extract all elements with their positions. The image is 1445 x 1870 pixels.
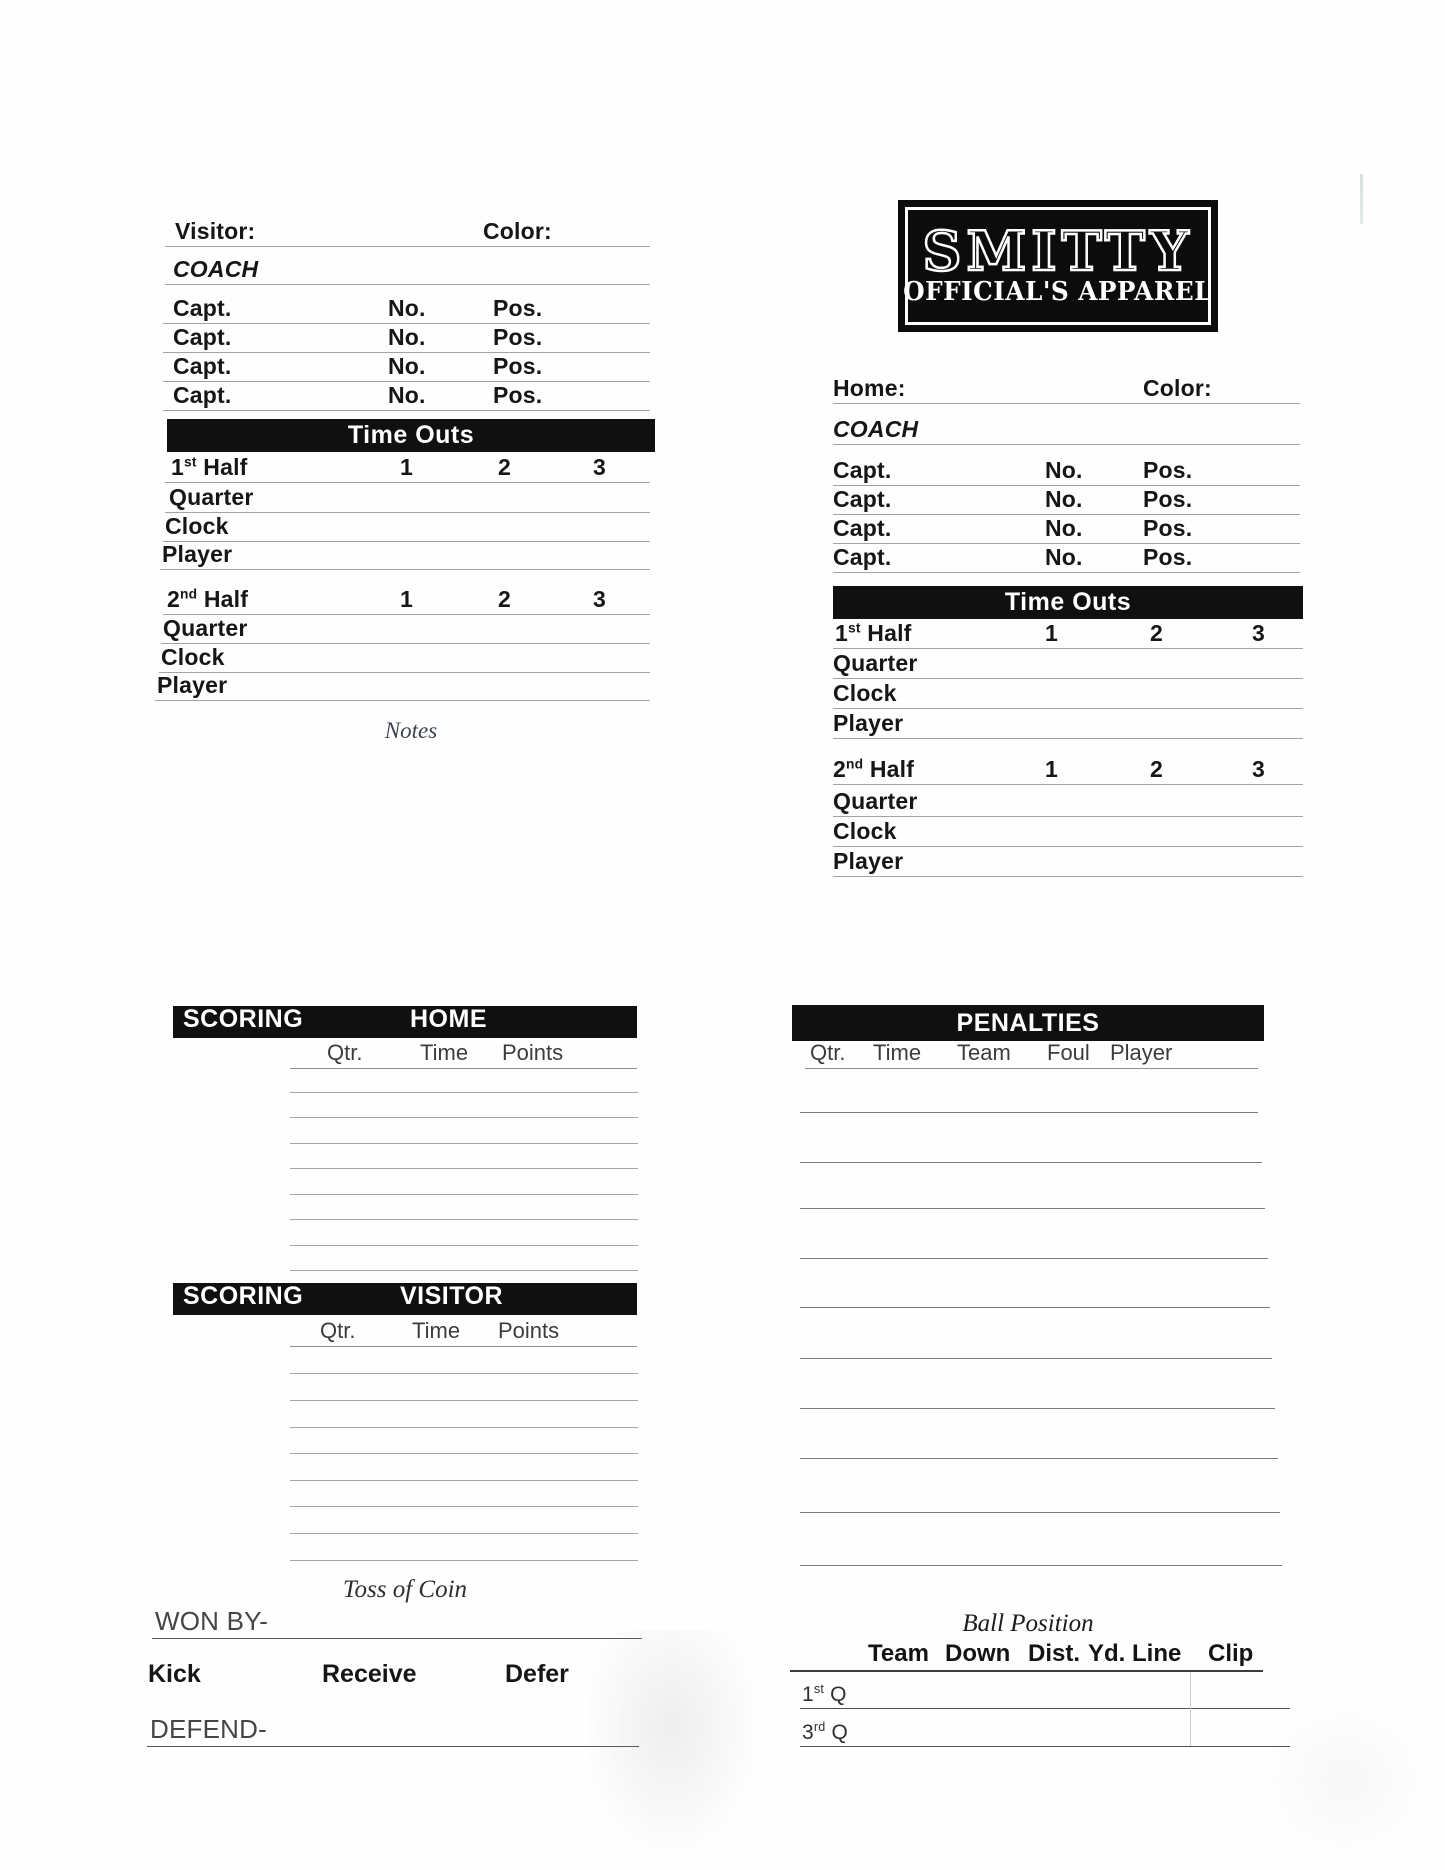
player-label: Player <box>157 672 228 698</box>
pos-label: Pos. <box>1143 486 1193 512</box>
pos-label: Pos. <box>1143 515 1193 541</box>
won-by-label: WON BY- <box>155 1606 269 1636</box>
home-clock-field <box>833 681 1303 709</box>
scoring-home-header <box>173 1006 637 1038</box>
penalties-header <box>792 1005 1264 1041</box>
clock-label: Clock <box>161 644 225 670</box>
ruled-line <box>290 1453 638 1454</box>
player-label: Player <box>162 541 233 567</box>
timeout-col-1: 1 <box>400 454 413 480</box>
home-clock-field <box>833 819 1303 847</box>
pos-label: Pos. <box>493 324 543 350</box>
quarter-label: Quarter <box>169 484 254 510</box>
pos-label: Pos. <box>493 382 543 408</box>
visitor-clock-field <box>163 514 650 542</box>
timeout-col-2: 2 <box>1150 620 1163 646</box>
pos-label: Pos. <box>493 353 543 379</box>
ruled-line <box>800 1458 1278 1459</box>
visitor-captain-row <box>163 352 650 382</box>
ruled-line <box>290 1427 638 1428</box>
ruled-line <box>800 1408 1275 1409</box>
quarter-label: Quarter <box>163 615 248 641</box>
ruled-line <box>290 1092 638 1093</box>
no-label: No. <box>388 382 426 408</box>
capt-label: Capt. <box>173 353 232 379</box>
smitty-logo-inner <box>905 207 1211 325</box>
visitor-captain-row <box>163 323 650 353</box>
ruled-line <box>800 1565 1282 1566</box>
clip-column-divider <box>1190 1672 1191 1746</box>
logo-tagline-text: OFFICIAL'S APPAREL <box>903 277 1213 308</box>
ruled-line <box>290 1373 638 1374</box>
coach-label: COACH <box>833 416 919 442</box>
visitor-color-label: Color: <box>483 218 552 244</box>
home-name-field <box>833 369 1300 404</box>
won-by-field <box>152 1604 642 1639</box>
time-column-label: Time <box>412 1318 461 1343</box>
first-quarter-ball-row <box>800 1678 1290 1709</box>
scoring-home-columns <box>290 1040 637 1069</box>
logo-brand-text: SMITTY <box>922 219 1194 284</box>
no-label: No. <box>388 324 426 350</box>
ruled-line <box>800 1307 1270 1308</box>
second-half-label: 2nd Half <box>833 756 915 782</box>
timeout-col-2: 2 <box>1150 756 1163 782</box>
visitor-quarter-field <box>161 616 650 644</box>
time-column-label: Time <box>873 1040 922 1065</box>
home-second-half-row <box>833 757 1303 785</box>
ruled-line <box>800 1208 1265 1209</box>
toss-options-row <box>148 1660 640 1692</box>
no-label: No. <box>1045 486 1083 512</box>
home-player-field <box>833 849 1303 877</box>
timeout-col-2: 2 <box>498 586 511 612</box>
timeouts-title: Time Outs <box>347 421 475 449</box>
home-captain-row <box>833 456 1300 486</box>
scoring-home-label: HOME <box>410 1005 487 1033</box>
home-timeouts-header <box>833 586 1303 619</box>
ruled-line <box>290 1245 638 1246</box>
player-label: Player <box>833 710 904 736</box>
home-quarter-field <box>833 651 1303 679</box>
ruled-line <box>290 1168 638 1169</box>
capt-label: Capt. <box>833 457 892 483</box>
qtr-column-label: Qtr. <box>320 1318 356 1343</box>
dist-column-label: Dist. <box>1028 1640 1081 1667</box>
defend-field <box>147 1712 639 1747</box>
player-column-label: Player <box>1110 1040 1173 1065</box>
smitty-logo <box>898 200 1218 332</box>
capt-label: Capt. <box>173 382 232 408</box>
ruled-line <box>290 1219 638 1220</box>
scoring-visitor-label: VISITOR <box>400 1282 504 1310</box>
timeouts-title: Time Outs <box>1004 588 1132 616</box>
qtr-column-label: Qtr. <box>327 1040 363 1065</box>
ruled-line <box>290 1506 638 1507</box>
pos-label: Pos. <box>1143 544 1193 570</box>
third-quarter-ball-row <box>800 1715 1290 1747</box>
visitor-label: Visitor: <box>175 218 256 244</box>
ruled-line <box>290 1400 638 1401</box>
visitor-second-half-row <box>163 587 650 615</box>
home-label: Home: <box>833 375 906 401</box>
capt-label: Capt. <box>173 295 232 321</box>
home-player-field <box>833 711 1303 739</box>
visitor-player-field <box>155 673 650 701</box>
scoring-title: SCORING <box>183 1005 304 1033</box>
points-column-label: Points <box>498 1318 560 1343</box>
no-label: No. <box>388 295 426 321</box>
scoring-visitor-columns <box>290 1318 637 1347</box>
no-label: No. <box>388 353 426 379</box>
receive-option: Receive <box>322 1660 417 1688</box>
ruled-line <box>800 1512 1280 1513</box>
capt-label: Capt. <box>833 515 892 541</box>
ruled-line <box>290 1143 638 1144</box>
visitor-first-half-row <box>165 455 650 483</box>
down-column-label: Down <box>945 1640 1011 1667</box>
yd-line-column-label: Yd. Line <box>1088 1640 1182 1667</box>
timeout-col-3: 3 <box>593 586 606 612</box>
ruled-line <box>800 1112 1258 1113</box>
ruled-line <box>290 1270 638 1271</box>
home-captain-row <box>833 485 1300 515</box>
timeout-col-1: 1 <box>1045 756 1058 782</box>
visitor-coach-field <box>165 250 650 285</box>
scan-artifact-line <box>1360 174 1363 224</box>
ball-position-columns <box>790 1640 1263 1672</box>
no-label: No. <box>1045 515 1083 541</box>
notes-label: Notes <box>384 718 438 743</box>
timeout-col-1: 1 <box>400 586 413 612</box>
visitor-quarter-field <box>165 485 650 513</box>
clock-label: Clock <box>833 680 897 706</box>
home-first-half-row <box>833 621 1303 649</box>
pos-label: Pos. <box>493 295 543 321</box>
foul-column-label: Foul <box>1047 1040 1090 1065</box>
timeout-col-1: 1 <box>1045 620 1058 646</box>
no-label: No. <box>1045 544 1083 570</box>
first-half-label: 1st Half <box>171 454 248 480</box>
defend-label: DEFEND- <box>150 1714 267 1744</box>
ruled-line <box>800 1358 1272 1359</box>
visitor-clock-field <box>159 645 650 673</box>
home-captain-row <box>833 514 1300 544</box>
ruled-line <box>800 1258 1268 1259</box>
timeout-col-2: 2 <box>498 454 511 480</box>
visitor-captain-row <box>163 294 650 324</box>
team-column-label: Team <box>957 1040 1011 1065</box>
quarter-label: Quarter <box>833 650 918 676</box>
penalties-columns <box>805 1042 1258 1069</box>
clip-column-label: Clip <box>1208 1640 1254 1667</box>
capt-label: Capt. <box>833 486 892 512</box>
timeout-col-3: 3 <box>1252 756 1265 782</box>
player-label: Player <box>833 848 904 874</box>
quarter-label: Quarter <box>833 788 918 814</box>
visitor-name-field <box>165 212 650 247</box>
defer-option: Defer <box>505 1660 569 1688</box>
ruled-line <box>290 1117 638 1118</box>
ruled-line <box>290 1533 638 1534</box>
qtr-column-label: Qtr. <box>810 1040 846 1065</box>
kick-option: Kick <box>148 1660 201 1688</box>
coach-label: COACH <box>173 256 259 282</box>
ball-position-title: Ball Position <box>962 1610 1094 1637</box>
home-quarter-field <box>833 789 1303 817</box>
no-label: No. <box>1045 457 1083 483</box>
first-half-label: 1st Half <box>835 620 912 646</box>
time-column-label: Time <box>420 1040 469 1065</box>
capt-label: Capt. <box>173 324 232 350</box>
home-color-label: Color: <box>1143 375 1212 401</box>
scoring-visitor-header <box>173 1283 637 1315</box>
visitor-player-field <box>160 542 650 570</box>
team-column-label: Team <box>868 1640 929 1667</box>
capt-label: Capt. <box>833 544 892 570</box>
first-q-label: 1st Q <box>802 1682 847 1706</box>
ruled-line <box>800 1162 1262 1163</box>
pos-label: Pos. <box>1143 457 1193 483</box>
visitor-timeouts-header <box>167 419 655 452</box>
ruled-line <box>290 1560 638 1561</box>
ruled-line <box>290 1480 638 1481</box>
home-captain-row <box>833 543 1300 573</box>
clock-label: Clock <box>165 513 229 539</box>
points-column-label: Points <box>502 1040 564 1065</box>
home-coach-field <box>833 410 1300 445</box>
toss-of-coin-title: Toss of Coin <box>342 1576 468 1603</box>
visitor-captain-row <box>163 381 650 411</box>
clock-label: Clock <box>833 818 897 844</box>
second-half-label: 2nd Half <box>167 586 249 612</box>
scoring-title: SCORING <box>183 1282 304 1310</box>
timeout-col-3: 3 <box>1252 620 1265 646</box>
ruled-line <box>290 1194 638 1195</box>
third-q-label: 3rd Q <box>802 1720 849 1744</box>
timeout-col-3: 3 <box>593 454 606 480</box>
penalties-title: PENALTIES <box>956 1008 1100 1037</box>
